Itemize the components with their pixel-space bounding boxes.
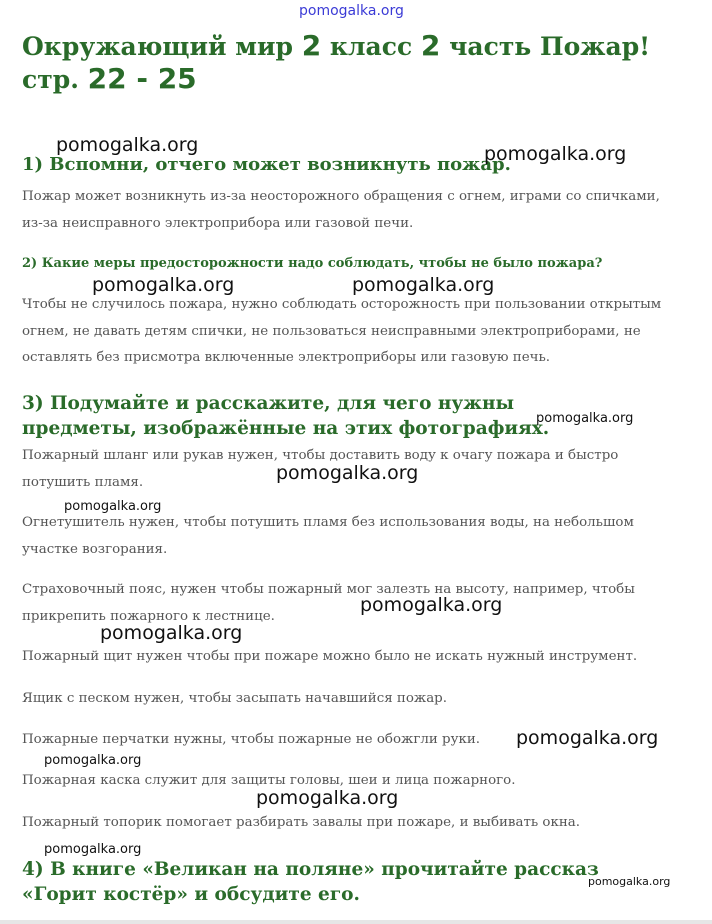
item-helmet: Пожарная каска служит для защиты головы, шеи и лица пожарного. (22, 773, 516, 788)
watermark: pomogalka.org (536, 411, 634, 426)
question-1-heading: 1) Вспомни, отчего может возникнуть пожар. (22, 154, 511, 175)
answer-2: Чтобы не случилось пожара, нужно соблюдать осторожность при пользовании открытым огнем, не давать детям спички, не пользоваться неисправными электроприборами, не оставлять без присмотра включенные электроприборы или газовую печь. (22, 297, 662, 365)
item-hose: Пожарный шланг или рукав нужен, чтобы доставить воду к очагу пожара и быстро потушить пламя. (22, 448, 619, 490)
item-fire-board: Пожарный щит нужен чтобы при пожаре можно было не искать нужный инструмент. (22, 649, 638, 664)
watermark: pomogalka.org (516, 727, 659, 749)
watermark: pomogalka.org (352, 274, 495, 296)
question-4-heading: 4) В книге «Великан на поляне» прочитайте рассказ «Горит костёр» и обсудите его. (22, 859, 599, 905)
watermark: pomogalka.org (276, 462, 419, 484)
answer-1: Пожар может возникнуть из-за неосторожного обращения с огнем, играми со спичками, из-за неисправного электроприбора или газовой печи. (22, 189, 660, 231)
bottom-edge (0, 920, 712, 924)
watermark: pomogalka.org (44, 753, 142, 768)
question-2-heading: 2) Какие меры предосторожности надо соблюдать, чтобы не было пожара? (22, 256, 603, 271)
watermark: pomogalka.org (56, 134, 199, 156)
watermark: pomogalka.org (360, 594, 503, 616)
title-pages: 22 - 25 (87, 62, 197, 95)
watermark: pomogalka.org (484, 143, 627, 165)
watermark: pomogalka.org (588, 875, 671, 888)
watermark: pomogalka.org (256, 787, 399, 809)
title-grade-number: 2 (301, 29, 322, 62)
title-part-number: 2 (420, 29, 441, 62)
watermark: pomogalka.org (64, 499, 162, 514)
title-text-1: Окружающий мир (22, 32, 302, 61)
title-text-2: класс (321, 32, 421, 61)
watermark-top: pomogalka.org (299, 3, 404, 19)
item-axe: Пожарный топорик помогает разбирать завалы при пожаре, и выбивать окна. (22, 815, 581, 830)
item-safety-belt: Страховочный пояс, нужен чтобы пожарный мог залезть на высоту, например, чтобы прикрепить пожарного к лестнице. (22, 582, 635, 624)
item-gloves: Пожарные перчатки нужны, чтобы пожарные не обожгли руки. (22, 732, 481, 747)
page-title (22, 30, 682, 96)
watermark: pomogalka.org (92, 274, 235, 296)
item-sand-box: Ящик с песком нужен, чтобы засыпать начавшийся пожар. (22, 691, 448, 706)
item-extinguisher: Огнетушитель нужен, чтобы потушить пламя без использования воды, на небольшом участке возгорания. (22, 515, 634, 557)
watermark: pomogalka.org (100, 622, 243, 644)
question-3-heading: 3) Подумайте и расскажите, для чего нужны предметы, изображённые на этих фотографиях. (22, 393, 550, 439)
title-text-3: часть Пожар! стр. (22, 32, 651, 94)
watermark: pomogalka.org (44, 842, 142, 857)
